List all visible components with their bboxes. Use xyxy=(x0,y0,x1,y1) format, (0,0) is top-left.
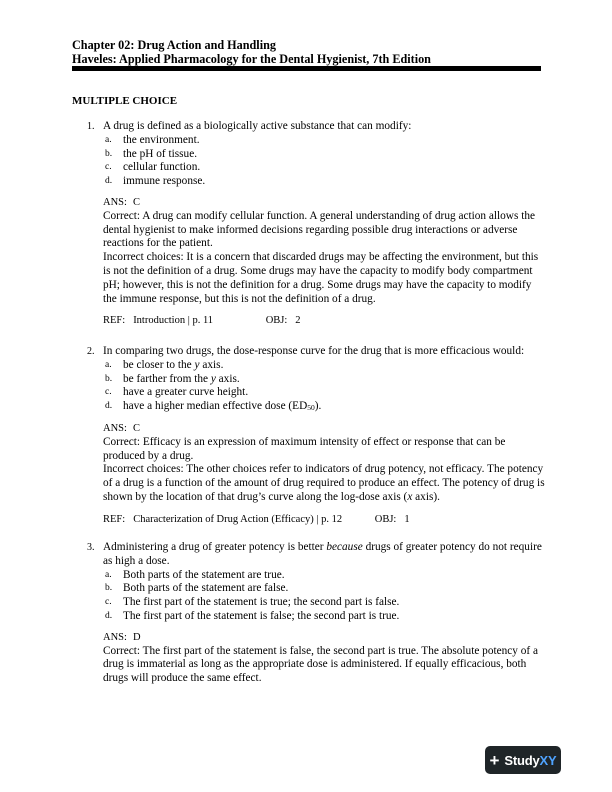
option-letter: c. xyxy=(105,162,112,173)
stem-text: A drug is defined as a biologically active substance that can modify: xyxy=(103,120,412,132)
option-italic: y xyxy=(194,358,200,371)
answer-line xyxy=(72,196,547,210)
question-stem xyxy=(72,345,547,359)
option-a xyxy=(72,359,547,373)
option-text: be closer to the xyxy=(123,358,195,371)
rationale-text-end: axis). xyxy=(412,490,440,503)
rationale-text: Incorrect choices: The other choices refer to indicators of drug potency, not efficacy. The potency of a drug is a function of the amount of drug required to produce an effect. The potency of drug is shown by the location of that drug’s curve along the log-dose axis ( xyxy=(103,463,545,503)
option-letter: a. xyxy=(105,134,112,145)
reference-line xyxy=(72,513,547,527)
obj-label: OBJ: xyxy=(265,315,288,327)
answer-line xyxy=(72,422,547,436)
option-d xyxy=(72,610,547,624)
chapter-title: Chapter 02: Drug Action and Handling xyxy=(72,38,276,52)
option-italic: y xyxy=(210,372,216,385)
answer-value: D xyxy=(132,631,141,643)
stem-italic: because xyxy=(326,541,363,553)
option-text: The first part of the statement is false; the second part is true. xyxy=(123,609,400,622)
ref-value: Characterization of Drug Action (Efficacy) | p. 12 xyxy=(133,513,343,525)
rationale-incorrect: Incorrect choices: It is a concern that discarded drugs may be affecting the environment, but this is not the definition of a drug. Some drugs may have the capacity to modify body compartment pH; however, this is not the definition for a drug. Some drugs may have the capacity to modify the immune response, but this is not the definition of a drug. xyxy=(103,251,539,305)
option-c xyxy=(72,386,547,400)
option-a xyxy=(72,569,547,583)
option-a xyxy=(72,134,547,148)
option-text: The first part of the statement is true; the second part is false. xyxy=(123,596,400,609)
rationale-correct: Correct: Efficacy is an expression of maximum intensity of effect or response that can be produced by a drug. xyxy=(103,435,506,462)
objective xyxy=(375,513,410,527)
option-letter: b. xyxy=(105,373,113,384)
badge-study-text: Study xyxy=(504,752,540,768)
ref-label: REF: xyxy=(103,513,126,525)
question-number: 2. xyxy=(87,346,95,357)
answer-label: ANS: xyxy=(103,422,127,434)
question-2 xyxy=(72,345,547,527)
option-letter: b. xyxy=(105,583,113,594)
option-letter: b. xyxy=(105,148,113,159)
plus-icon: + xyxy=(489,750,500,770)
header-divider xyxy=(72,66,541,71)
question-stem xyxy=(72,541,547,569)
stem-text: Administering a drug of greater potency is better xyxy=(103,541,327,553)
obj-value: 1 xyxy=(404,513,410,525)
obj-value: 2 xyxy=(295,315,301,327)
option-letter: d. xyxy=(105,176,113,187)
answer-value: C xyxy=(132,196,140,208)
option-letter: d. xyxy=(105,610,113,621)
studyxy-badge[interactable] xyxy=(485,746,561,774)
rationale-italic: x xyxy=(407,490,413,503)
question-stem xyxy=(72,120,547,134)
objective xyxy=(266,314,301,328)
option-text-end: axis. xyxy=(199,358,224,371)
question-1 xyxy=(72,120,547,328)
option-b xyxy=(72,148,547,162)
stem-text: In comparing two drugs, the dose-response curve for the drug that is more efficacious would: xyxy=(103,345,525,357)
obj-label: OBJ: xyxy=(374,513,397,525)
option-text: the pH of tissue. xyxy=(123,147,198,160)
reference-line xyxy=(72,314,547,328)
book-title: Haveles: Applied Pharmacology for the Dental Hygienist, 7th Edition xyxy=(72,52,431,66)
section-title: MULTIPLE CHOICE xyxy=(72,95,178,107)
option-text: have a greater curve height. xyxy=(123,386,249,399)
subscript: 50 xyxy=(307,403,315,413)
rationale-incorrect xyxy=(72,463,547,504)
option-text: have a higher median effective dose (ED xyxy=(123,400,308,413)
option-text: Both parts of the statement are false. xyxy=(123,582,289,595)
question-number: 3. xyxy=(87,542,95,553)
ref-value: Introduction | p. 11 xyxy=(133,315,214,327)
option-text-end: axis. xyxy=(215,372,240,385)
option-letter: c. xyxy=(105,387,112,398)
rationale-correct: Correct: A drug can modify cellular function. A general understanding of drug action allows the dental hygienist to make informed decisions regarding possible drug interactions or adverse reactions for the patient. xyxy=(103,209,535,250)
option-d xyxy=(72,400,547,415)
option-text: Both parts of the statement are true. xyxy=(123,568,285,581)
answer-label: ANS: xyxy=(103,631,127,643)
ref-label: REF: xyxy=(103,315,126,327)
option-letter: a. xyxy=(105,359,112,370)
badge-label xyxy=(504,753,556,768)
option-letter: c. xyxy=(105,597,112,608)
option-c xyxy=(72,161,547,175)
badge-xy-text: XY xyxy=(539,752,557,768)
option-b xyxy=(72,582,547,596)
option-text: the environment. xyxy=(123,133,200,146)
option-c xyxy=(72,596,547,610)
option-text: cellular function. xyxy=(123,161,201,174)
option-b xyxy=(72,373,547,387)
option-text: immune response. xyxy=(123,175,206,188)
answer-line xyxy=(72,631,547,645)
question-number: 1. xyxy=(87,121,95,132)
stem-text-end: drugs of greater potency do not require as high a dose. xyxy=(103,541,542,567)
answer-value: C xyxy=(132,422,140,434)
option-letter: a. xyxy=(105,569,112,580)
option-letter: d. xyxy=(105,401,113,412)
option-d xyxy=(72,175,547,189)
option-text: be farther from the xyxy=(123,372,211,385)
question-3 xyxy=(72,541,547,686)
option-text-end: ). xyxy=(314,400,322,413)
answer-label: ANS: xyxy=(103,196,127,208)
rationale-correct: Correct: The first part of the statement is false, the second part is true. The absolute potency of a drug is immaterial as long as the appropriate dose is administered. If equally efficacious, both drugs will produce the same effect. xyxy=(103,644,539,685)
